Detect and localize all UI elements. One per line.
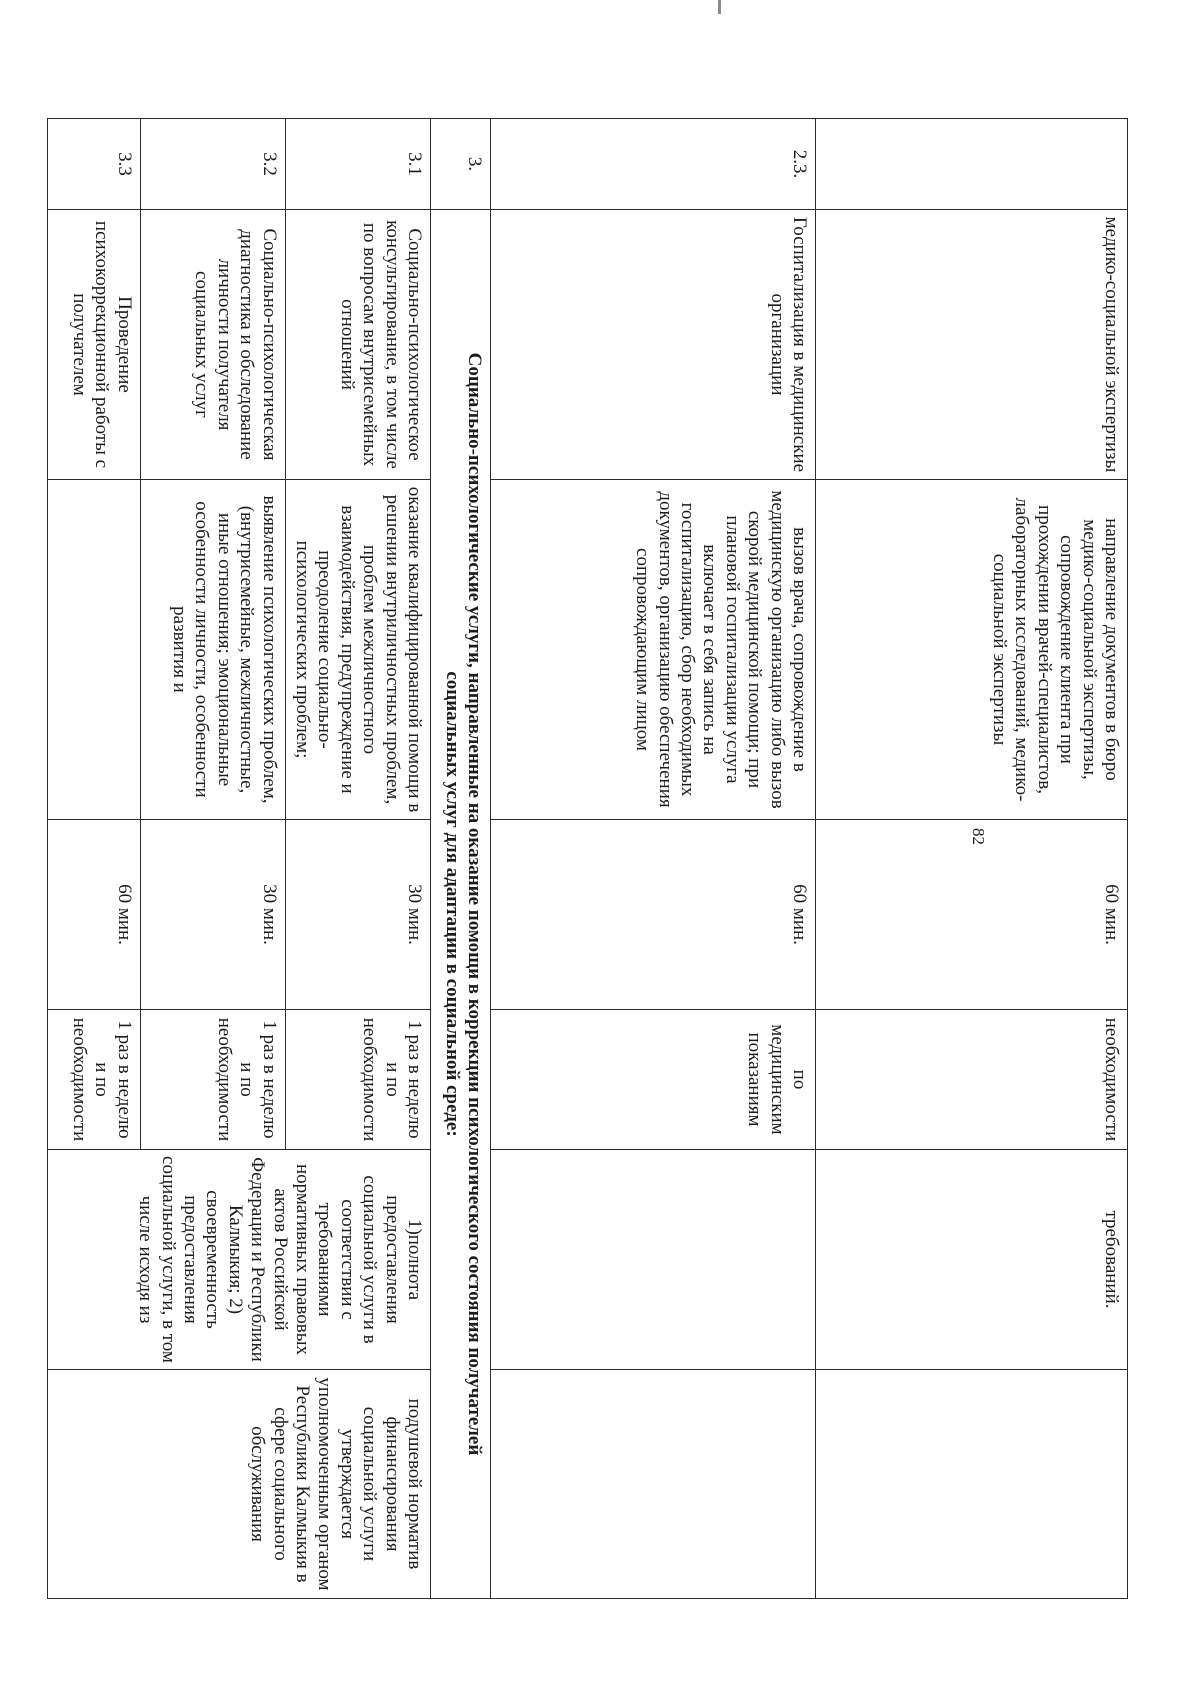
service-content [47, 480, 140, 820]
services-table [47, 118, 1128, 1599]
table-row [285, 119, 430, 1599]
service-name: Социально-психологическое консультирование, в том числе по вопросам внутрисемейных отношений [285, 210, 430, 480]
section-title-line-2: социальных услуг для адаптации в социальной среде: [441, 671, 463, 1137]
row-number: 2.3. [491, 119, 816, 210]
page-number: 82 [969, 828, 988, 845]
section-row [431, 119, 491, 1599]
row-number: 3.1 [285, 119, 430, 210]
service-frequency: 1 раз в неделю и по необходимости [140, 1010, 285, 1150]
section-title-line-1: Социально-психологические услуги, направленные на оказание помощи в коррекции психологического состояния получателей [464, 352, 485, 1456]
scan-mark [718, 0, 721, 14]
section-title [431, 210, 491, 1599]
service-name: медико-социальной экспертизы [816, 210, 1128, 480]
rotated-page [68, 118, 1128, 1598]
quality-indicators: требований. [816, 1150, 1128, 1370]
financing-terms [816, 1370, 1128, 1599]
service-time: 30 мин. [140, 820, 285, 1010]
service-name: Проведение психокоррекционной работы с получателем [47, 210, 140, 480]
service-content: вызов врача, сопровождение в медицинскую организацию либо вызов скорой медицинской помощи; при плановой госпитализации услуга включает в себя запись на госпитализацию, сбор необходимых документов, организацию обеспечения сопровождающим лицом [491, 480, 816, 820]
service-time: 60 мин. [491, 820, 816, 1010]
service-name: Госпитализация в медицинские организации [491, 210, 816, 480]
service-time: 60 мин. [47, 820, 140, 1010]
row-number: 3.3 [47, 119, 140, 210]
service-content: оказание квалифицированной помощи в решении внутриличностных проблем, проблем межличностного взаимодействия, предупреждение и преодоление социально-психологических проблем; [285, 480, 430, 820]
service-time: 30 мин. [285, 820, 430, 1010]
table-row [816, 119, 1128, 1599]
service-name: Социально-психологическая диагностика и обследование личности получателя социальных услуг [140, 210, 285, 480]
service-frequency: по медицинским показаниям [491, 1010, 816, 1150]
row-number: 3.2 [140, 119, 285, 210]
service-content: выявление психологических проблем, (внутрисемейные, межличностные, иные отношения; эмоциональные особенности личности, особенности развития и [140, 480, 285, 820]
service-content: направление документов в бюро медико-социальной экспертизы, сопровождение клиента при прохождении врачей-специалистов, лабораторных исследований, медико-социальной экспертизы [816, 480, 1128, 820]
table-row [491, 119, 816, 1599]
quality-indicators [491, 1150, 816, 1370]
row-number [816, 119, 1128, 210]
section-number: 3. [431, 119, 491, 210]
service-frequency: необходимости [816, 1010, 1128, 1150]
financing-terms: подушевой норматив финансирования социальной услуги утверждается уполномоченным органом Республики Калмыкия в сфере социального обслуживания [47, 1370, 430, 1599]
service-frequency: 1 раз в неделю и по необходимости [285, 1010, 430, 1150]
quality-indicators: 1)полнота предоставления социальной услуги в соответствии с требованиями нормативных правовых актов Российской Федерации и Республики Калмыкия; 2) своевременность предоставления социальной услуги, в том числе исходя из [47, 1150, 430, 1370]
financing-terms [491, 1370, 816, 1599]
service-time: 60 мин. [816, 820, 1128, 1010]
service-frequency: 1 раз в неделю и по необходимости [47, 1010, 140, 1150]
